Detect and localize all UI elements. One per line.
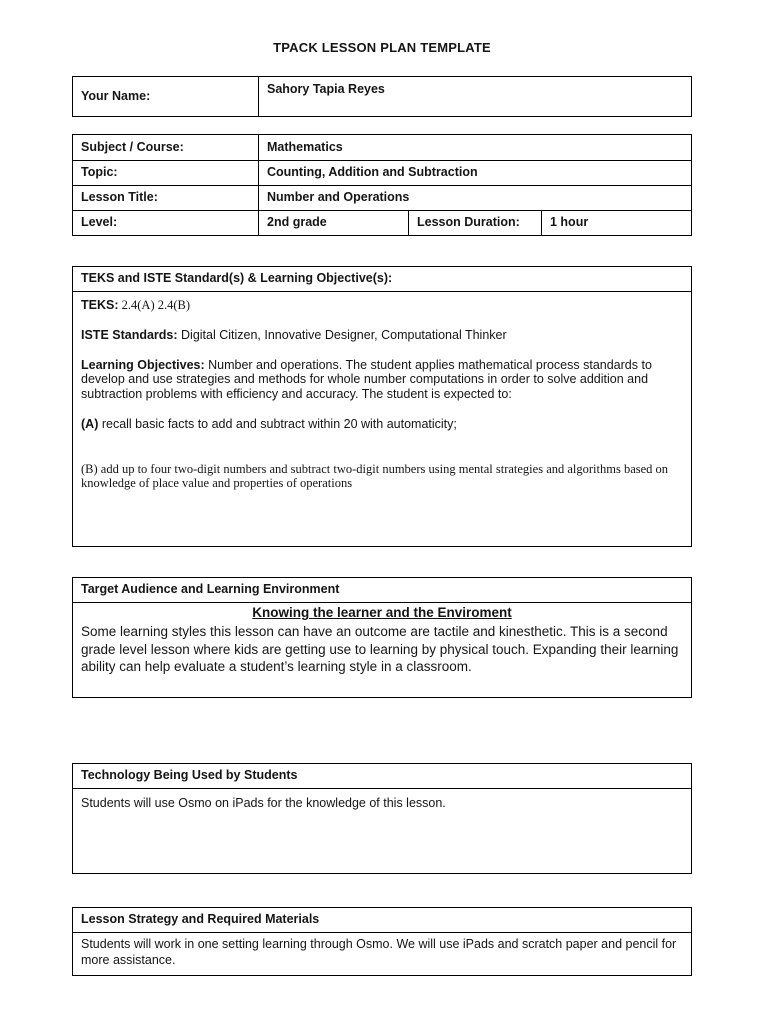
course-info-table — [72, 134, 692, 236]
standards-table — [72, 266, 692, 547]
teks-value: 2.4(A) 2.4(B) — [118, 298, 191, 312]
table-row — [73, 788, 691, 873]
objective-point-a — [81, 417, 683, 432]
point-a-label: (A) — [81, 416, 99, 431]
table-row — [73, 764, 691, 788]
point-a-value: recall basic facts to add and subtract within 20 with automaticity; — [98, 416, 457, 431]
duration-label: Lesson Duration: — [408, 211, 541, 235]
iste-value: Digital Citizen, Innovative Designer, Computational Thinker — [177, 327, 507, 342]
topic-label: Topic: — [81, 165, 118, 180]
your-name-value: Sahory Tapia Reyes — [258, 77, 691, 116]
iste-line — [81, 328, 683, 343]
table-row — [73, 77, 691, 116]
table-row — [73, 135, 691, 160]
lesson-title-label: Lesson Title: — [81, 190, 158, 205]
page-title: TPACK LESSON PLAN TEMPLATE — [273, 40, 491, 55]
table-row — [73, 210, 691, 235]
strategy-body: Students will work in one setting learning through Osmo. We will use iPads and scratch paper and pencil for more assistance. — [81, 937, 677, 968]
table-row — [73, 578, 691, 602]
level-value: 2nd grade — [258, 211, 408, 235]
audience-subheading: Knowing the learner and the Enviroment — [252, 605, 512, 620]
subject-label: Subject / Course: — [81, 139, 184, 154]
table-row — [73, 267, 691, 291]
standards-body — [73, 292, 691, 546]
duration-value: 1 hour — [541, 211, 691, 235]
audience-table — [72, 577, 692, 698]
topic-value: Counting, Addition and Subtraction — [258, 161, 691, 185]
table-row — [73, 160, 691, 185]
lesson-title-value: Number and Operations — [258, 186, 691, 210]
objectives-label: Learning Objectives: — [81, 357, 205, 372]
objective-point-b: (B) add up to four two-digit numbers and subtract two-digit numbers using mental strategies and algorithms based on knowledge of place value and properties of operations — [81, 461, 669, 491]
table-row — [73, 291, 691, 546]
iste-label: ISTE Standards: — [81, 327, 178, 342]
strategy-table — [72, 907, 692, 976]
standards-header: TEKS and ISTE Standard(s) & Learning Objective(s): — [81, 271, 393, 286]
technology-header: Technology Being Used by Students — [81, 768, 298, 783]
objectives-value: Number and operations. The student applies mathematical process standards to develop and use strategies and methods for whole number computations in order to solve addition and subtraction problems with efficiency and accuracy. The student is expected to: — [81, 357, 652, 401]
technology-body: Students will use Osmo on iPads for the knowledge of this lesson. — [81, 796, 446, 810]
objectives-paragraph — [81, 358, 683, 402]
audience-body — [73, 603, 691, 697]
table-row — [73, 602, 691, 697]
teks-line — [81, 298, 683, 313]
subject-value: Mathematics — [258, 135, 691, 160]
your-name-label: Your Name: — [81, 88, 151, 103]
teks-label: TEKS: — [81, 298, 119, 312]
level-label: Level: — [81, 215, 118, 230]
audience-text: Some learning styles this lesson can have an outcome are tactile and kinesthetic. This is a second grade level lesson where kids are getting use to learning by physical touch. Expanding their learning ability can help evaluate a student’s learning style in a classroom. — [81, 623, 679, 675]
technology-table — [72, 763, 692, 874]
table-row — [73, 185, 691, 210]
name-table — [72, 76, 692, 117]
strategy-header: Lesson Strategy and Required Materials — [81, 912, 320, 927]
audience-header: Target Audience and Learning Environment — [81, 582, 340, 597]
table-row — [73, 908, 691, 932]
table-row — [73, 932, 691, 975]
